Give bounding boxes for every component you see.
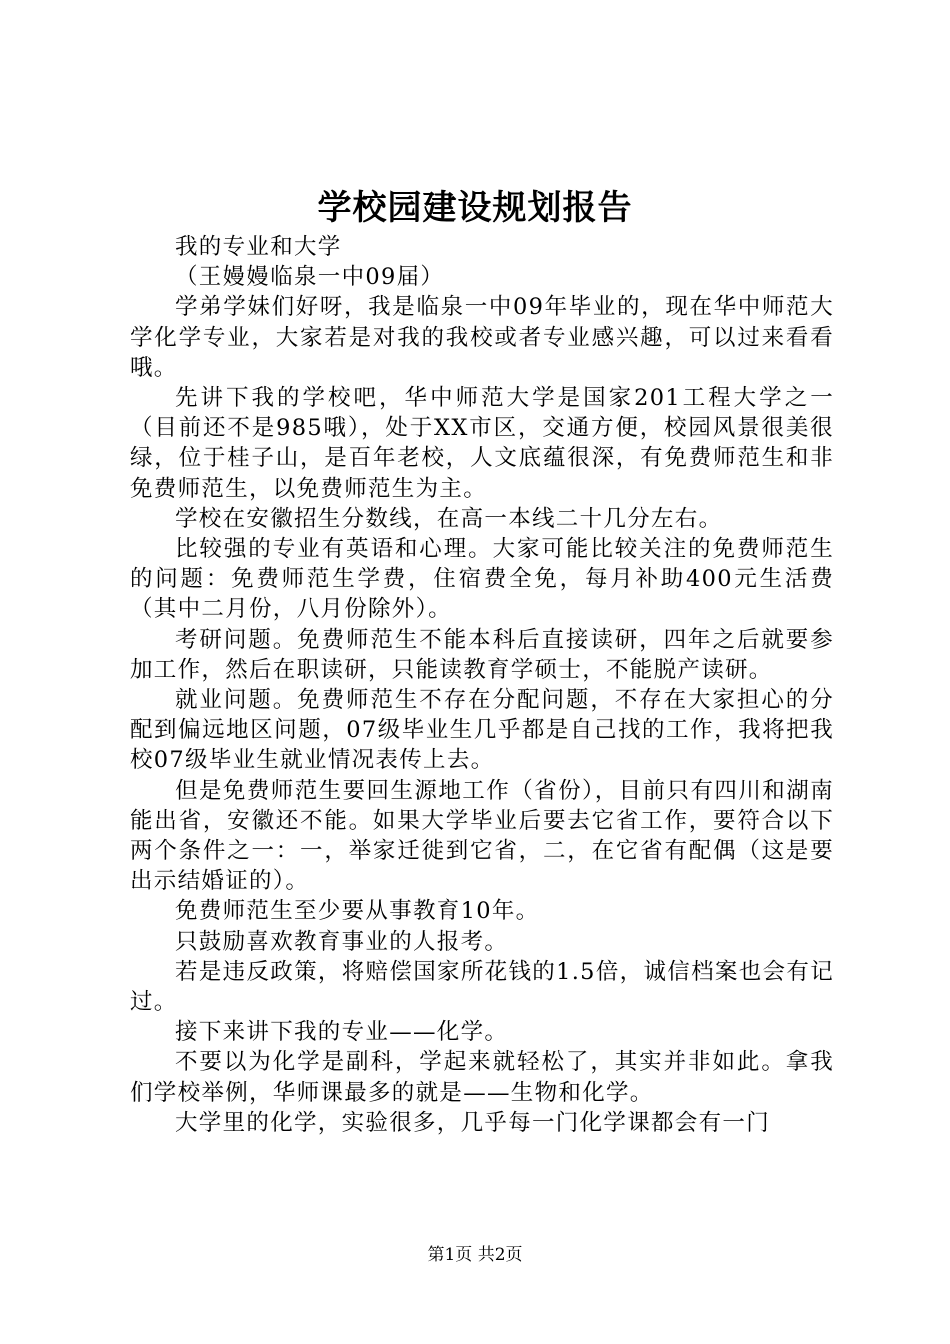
paragraph: 考研问题。免费师范生不能本科后直接读研，四年之后就要参加工作，然后在职读研，只能读教育学硕士，不能脱产读研。 xyxy=(130,626,834,683)
paragraph: 若是违反政策，将赔偿国家所花钱的1.5倍，诚信档案也会有记过。 xyxy=(130,958,834,1016)
paragraph: （王嫚嫚临泉一中09届） xyxy=(175,264,445,291)
document-body xyxy=(130,232,834,1138)
document-title: 学校园建设规划报告 xyxy=(317,188,633,228)
paragraph: 就业问题。免费师范生不存在分配问题，不存在大家担心的分配到偏远地区问题，07级毕业生几乎都是自己找的工作，我将把我校07级毕业生就业情况表传上去。 xyxy=(130,687,834,774)
paragraph: 我的专业和大学 xyxy=(175,234,342,260)
paragraph: 但是免费师范生要回生源地工作（省份），目前只有四川和湖南能出省，安徽还不能。如果大学毕业后要去它省工作，要符合以下两个条件之一：一，举家迁徙到它省，二，在它省有配偶（这是要出示结婚证的）。 xyxy=(130,777,834,895)
page-footer: 第1页 共2页 xyxy=(427,1245,523,1265)
paragraph: 学校在安徽招生分数线，在高一本线二十几分左右。 xyxy=(175,505,723,532)
paragraph: 比较强的专业有英语和心理。大家可能比较关注的免费师范生的问题：免费师范生学费，住宿费全免，每月补助400元生活费（其中二月份，八月份除外）。 xyxy=(130,536,834,623)
paragraph: 只鼓励喜欢教育事业的人报考。 xyxy=(175,928,509,955)
paragraph: 免费师范生至少要从事教育10年。 xyxy=(175,898,540,925)
paragraph: 接下来讲下我的专业——化学。 xyxy=(175,1019,509,1046)
paragraph: 大学里的化学，实验很多，几乎每一门化学课都会有一门 xyxy=(175,1109,771,1136)
paragraph: 学弟学妹们好呀，我是临泉一中09年毕业的，现在华中师范大学化学专业，大家若是对我的我校或者专业感兴趣，可以过来看看哦。 xyxy=(130,294,834,381)
paragraph: 先讲下我的学校吧，华中师范大学是国家201工程大学之一（目前还不是985哦），处于XX市区，交通方便，校园风景很美很绿，位于桂子山，是百年老校，人文底蕴很深，有免费师范生和非免费师范生，以免费师范生为主。 xyxy=(130,385,834,502)
paragraph: 不要以为化学是副科，学起来就轻松了，其实并非如此。拿我们学校举例，华师课最多的就是——生物和化学。 xyxy=(130,1049,834,1106)
